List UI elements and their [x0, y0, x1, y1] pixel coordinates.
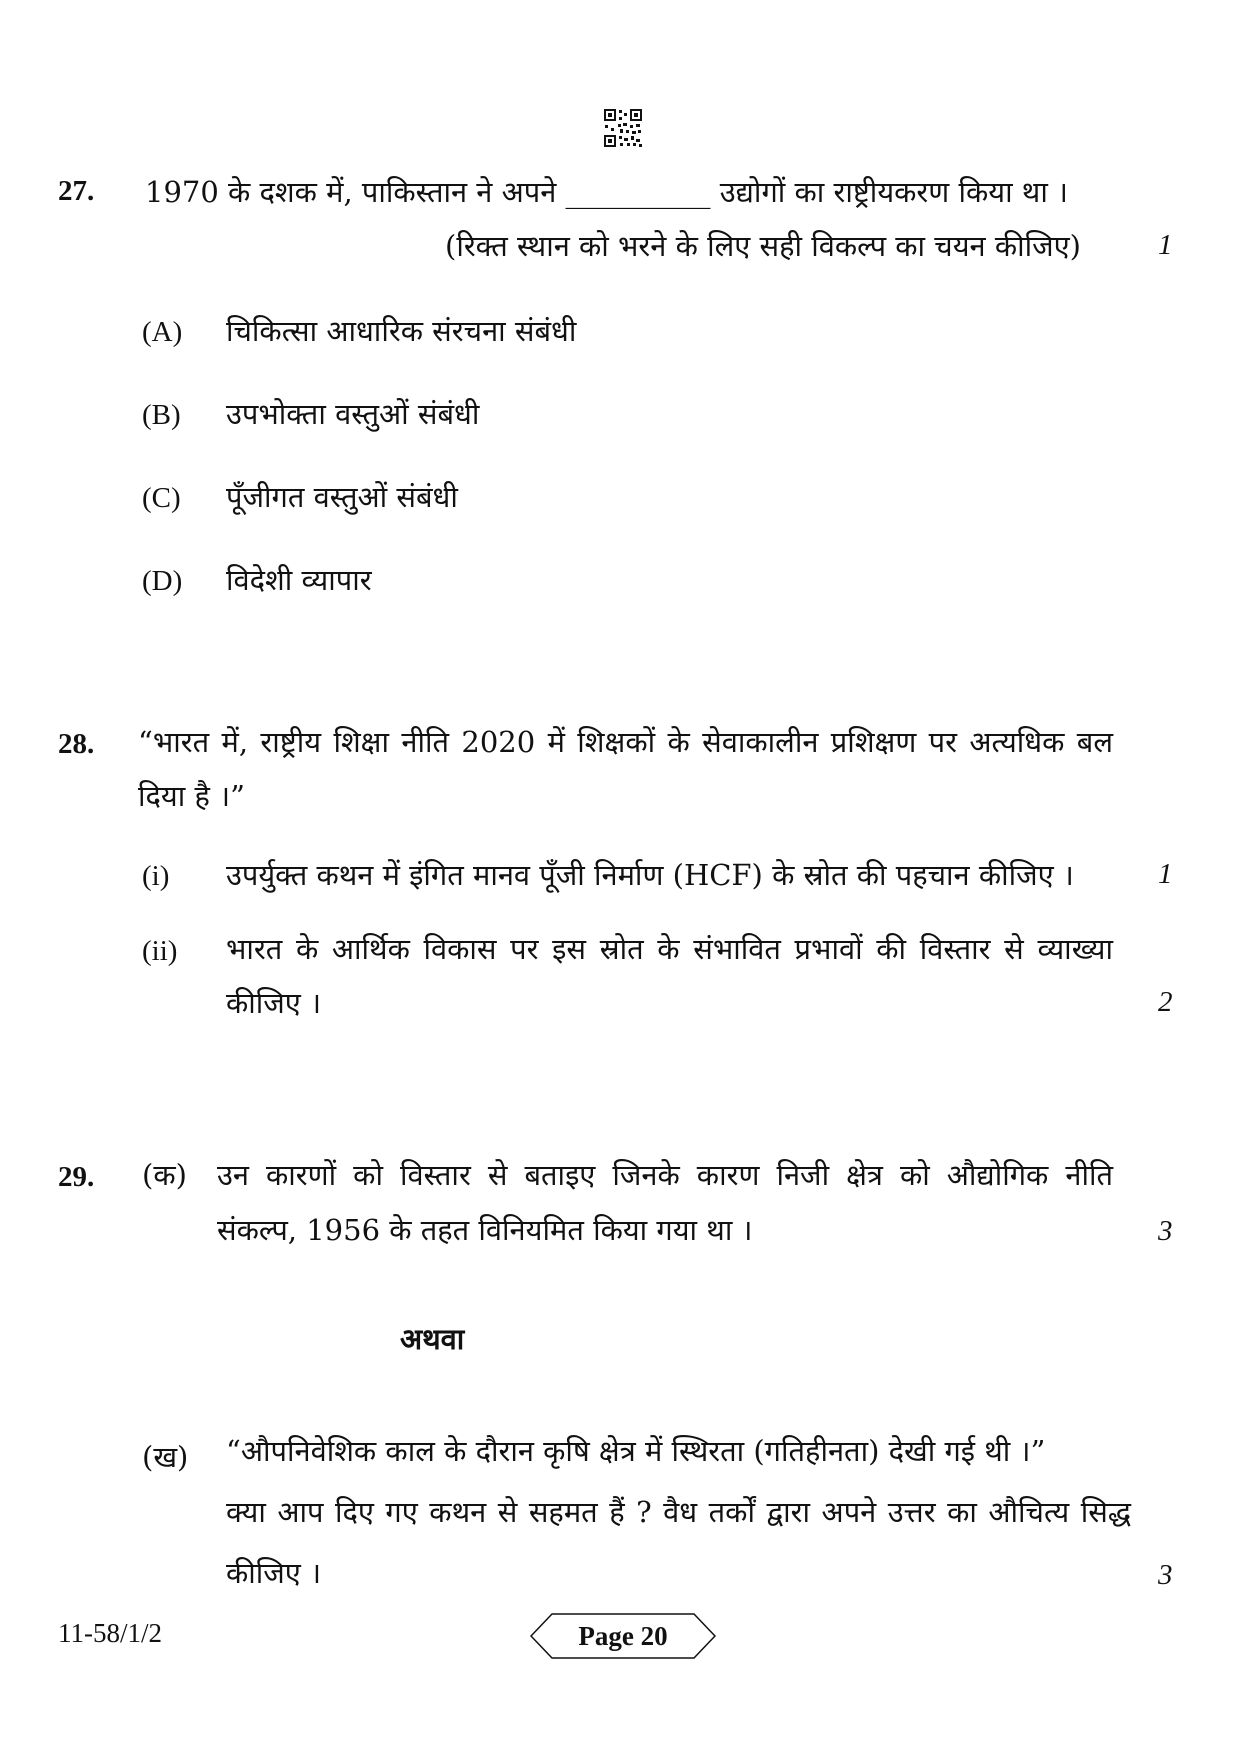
page-number-badge: [530, 1613, 716, 1659]
paper-code: 11-58/1/2: [58, 1618, 162, 1648]
part-ii-label: (ii): [142, 935, 178, 967]
part-ka-label: (क): [142, 1158, 187, 1192]
part-kha-text-line-3: कीजिए ।: [226, 1556, 322, 1590]
option-b-text: उपभोक्ता वस्तुओं संबंधी: [226, 397, 480, 431]
question-28-line-2: दिया है ।”: [138, 779, 245, 813]
or-separator: अथवा: [400, 1322, 465, 1356]
question-27-number: 27.: [58, 175, 95, 207]
part-ii-text-line-2: कीजिए ।: [226, 986, 322, 1020]
question-28-number: 28.: [58, 728, 95, 760]
option-d-label: (D): [142, 565, 183, 597]
question-29-number: 29.: [58, 1161, 95, 1193]
part-kha-text-line-1: “औपनिवेशिक काल के दौरान कृषि क्षेत्र में स्थिरता (गतिहीनता) देखी गई थी ।”: [226, 1434, 1046, 1468]
part-kha-label: (ख): [142, 1440, 189, 1474]
qr-code: [603, 108, 643, 148]
option-a-label: (A): [142, 316, 183, 348]
page-number: Page 20: [578, 1621, 668, 1651]
option-c-label: (C): [142, 482, 181, 514]
question-27-text: 1970 के दशक में, पाकिस्तान ने अपने __________ उद्योगों का राष्ट्रीयकरण किया था ।: [145, 175, 1069, 209]
option-d-text: विदेशी व्यापार: [226, 563, 372, 597]
question-27-instruction: (रिक्त स्थान को भरने के लिए सही विकल्प का चयन कीजिए): [445, 229, 1081, 263]
part-ii-text-line-1: भारत के आर्थिक विकास पर इस स्रोत के संभावित प्रभावों की विस्तार से व्याख्या: [226, 932, 1113, 966]
part-i-label: (i): [142, 860, 170, 892]
question-27-marks: 1: [1158, 229, 1173, 261]
part-ka-text-line-2: संकल्प, 1956 के तहत विनियमित किया गया था ।: [217, 1213, 753, 1247]
option-b-label: (B): [142, 399, 181, 431]
part-kha-marks: 3: [1158, 1559, 1173, 1591]
part-i-text: उपर्युक्त कथन में इंगित मानव पूँजी निर्माण (HCF) के स्रोत की पहचान कीजिए ।: [226, 858, 1074, 892]
part-i-marks: 1: [1158, 858, 1173, 890]
part-ii-marks: 2: [1158, 986, 1173, 1018]
question-28-line-1: “भारत में, राष्ट्रीय शिक्षा नीति 2020 में शिक्षकों के सेवाकालीन प्रशिक्षण पर अत्यधिक बल: [138, 725, 1113, 759]
option-a-text: चिकित्सा आधारिक संरचना संबंधी: [226, 314, 577, 348]
part-kha-text-line-2: क्या आप दिए गए कथन से सहमत हैं ? वैध तर्कों द्वारा अपने उत्तर का औचित्य सिद्ध: [226, 1495, 1131, 1529]
part-ka-text-line-1: उन कारणों को विस्तार से बताइए जिनके कारण निजी क्षेत्र को औद्योगिक नीति: [217, 1158, 1113, 1192]
option-c-text: पूँजीगत वस्तुओं संबंधी: [226, 480, 458, 514]
part-ka-marks: 3: [1158, 1215, 1173, 1247]
